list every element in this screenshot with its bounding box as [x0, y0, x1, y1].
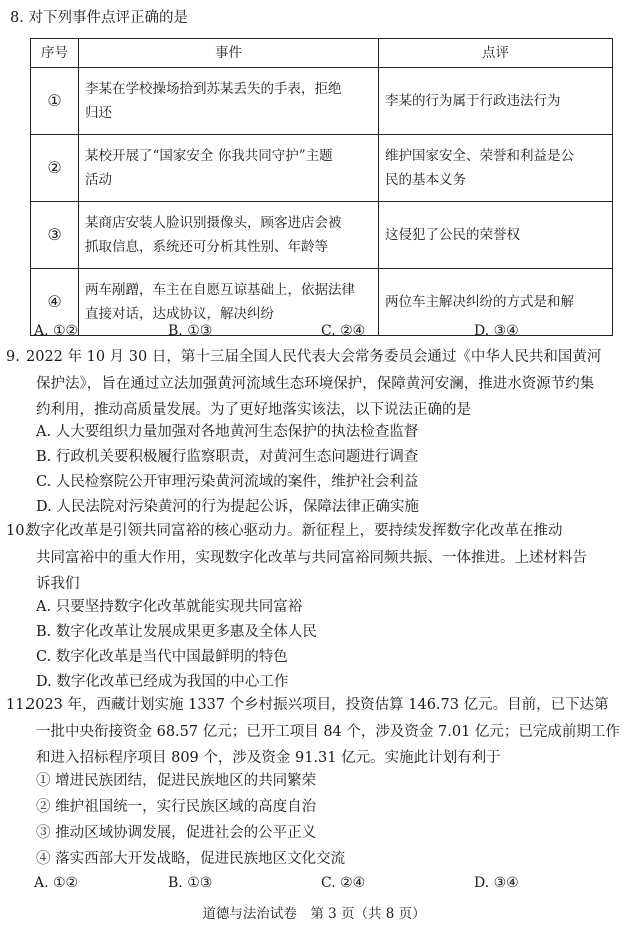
q8-options: [34, 320, 614, 342]
table-row: [31, 68, 613, 135]
q9-number: 9.: [6, 349, 20, 365]
q10-choice-d[interactable]: D. 数字化改革已经成为我国的中心工作: [36, 674, 289, 690]
row-event: [79, 68, 379, 135]
row-event: [79, 135, 379, 202]
event-line: 活动: [85, 172, 112, 188]
stem-line: 2023 年，西藏计划实施 1337 个乡村振兴项目，投资估算 146.73 亿元。目前，已下达第: [26, 697, 609, 713]
q11-statement-1: ① 增进民族团结，促进民族地区的共同繁荣: [36, 773, 317, 789]
option-b[interactable]: B. ①③: [168, 875, 213, 891]
q8-title: 8. 对下列事件点评正确的是: [10, 10, 188, 26]
stem-line: 一批中央衔接资金 68.57 亿元；已开工项目 84 个，涉及资金 7.01 亿元；已完成前期工作: [36, 723, 620, 740]
stem-line: 共同富裕中的重大作用，实现数字化改革与共同富裕同频共振、一体推进。上述材料告: [36, 549, 587, 566]
event-line: 归还: [85, 105, 112, 121]
option-a[interactable]: A. ①②: [34, 323, 79, 339]
q10-choice-b[interactable]: B. 数字化改革让发展成果更多惠及全体人民: [36, 624, 317, 640]
q9-stem: [0, 344, 620, 424]
table-header-row: [31, 39, 613, 68]
row-number: ②: [31, 135, 79, 202]
event-line: 两车剐蹭，车主在自愿互谅基础上，依据法律: [85, 282, 355, 298]
q9-choice-d[interactable]: D. 人民法院对污染黄河的行为提起公诉，保障法律正确实施: [36, 499, 419, 515]
row-number: ①: [31, 68, 79, 135]
q11-statement-2: ② 维护祖国统一，实行民族区域的高度自治: [36, 799, 317, 815]
stem-line: 保护法》，旨在通过立法加强黄河流域生态环境保护，保障黄河安澜，推进水资源节约集: [36, 375, 595, 392]
header-no: 序号: [31, 39, 79, 68]
stem-line: 诉我们: [36, 576, 80, 592]
row-event: [79, 202, 379, 269]
row-number: ③: [31, 202, 79, 269]
event-line: 抓取信息，系统还可分析其性别、年龄等: [85, 239, 328, 255]
row-comment: [379, 135, 613, 202]
stem-line: 2022 年 10 月 30 日，第十三届全国人民代表大会常务委员会通过《中华人民共和国黄河: [26, 349, 602, 365]
table-row: [31, 135, 613, 202]
event-line: 直接对话，达成协议，解决纠纷: [85, 306, 274, 322]
comment-line: 维护国家安全、荣誉和利益是公: [385, 148, 574, 164]
header-event: 事件: [79, 39, 379, 68]
q11-statement-4: ④ 落实西部大开发战略，促进民族地区文化交流: [36, 851, 346, 867]
comment-line: 这侵犯了公民的荣誉权: [385, 227, 520, 243]
event-line: 某校开展了“国家安全 你我共同守护”主题: [85, 148, 333, 164]
comment-line: 民的基本义务: [385, 172, 466, 188]
comment-line: 李某的行为属于行政违法行为: [385, 93, 561, 109]
q10-stem: [0, 518, 620, 598]
stem-line: 数字化改革是引领共同富裕的核心驱动力。新征程上，要持续发挥数字化改革在推动: [26, 523, 563, 539]
stem-line: 和进入招标程序项目 809 个，涉及资金 91.31 亿元。实施此计划有利于: [36, 750, 501, 766]
q10-choice-a[interactable]: A. 只要坚持数字化改革就能实现共同富裕: [36, 599, 303, 615]
option-d[interactable]: D. ③④: [474, 323, 519, 339]
event-line: 李某在学校操场拾到苏某丢失的手表，拒绝: [85, 81, 342, 97]
page-footer: 道德与法治试卷 第 3 页（共 8 页）: [202, 906, 426, 922]
q9-choice-b[interactable]: B. 行政机关要积极履行监察职责，对黄河生态问题进行调查: [36, 449, 419, 465]
option-b[interactable]: B. ①③: [168, 323, 213, 339]
q11-number: 11.: [6, 697, 30, 713]
stem-line: 约利用，推动高质量发展。为了更好地落实该法，以下说法正确的是: [36, 402, 471, 418]
q9-choice-a[interactable]: A. 人大要组织力量加强对各地黄河生态保护的执法检查监督: [36, 424, 419, 440]
q11-options: [34, 872, 614, 894]
q8-table: [30, 38, 613, 336]
q10-choice-c[interactable]: C. 数字化改革是当代中国最鲜明的特色: [36, 649, 288, 665]
table-row: [31, 202, 613, 269]
option-d[interactable]: D. ③④: [474, 875, 519, 891]
row-number: ④: [31, 269, 79, 336]
q11-stem: [0, 692, 620, 772]
header-comment: 点评: [379, 39, 613, 68]
option-a[interactable]: A. ①②: [34, 875, 79, 891]
option-c[interactable]: C. ②④: [321, 875, 366, 891]
q10-number: 10.: [6, 523, 30, 539]
event-line: 某商店安装人脸识别摄像头，顾客进店会被: [85, 215, 342, 231]
comment-line: 两位车主解决纠纷的方式是和解: [385, 294, 574, 310]
row-comment: [379, 202, 613, 269]
row-comment: [379, 68, 613, 135]
q11-statement-3: ③ 推动区域协调发展，促进社会的公平正义: [36, 825, 317, 841]
option-c[interactable]: C. ②④: [321, 323, 366, 339]
q9-choice-c[interactable]: C. 人民检察院公开审理污染黄河流域的案件，维护社会利益: [36, 474, 419, 490]
